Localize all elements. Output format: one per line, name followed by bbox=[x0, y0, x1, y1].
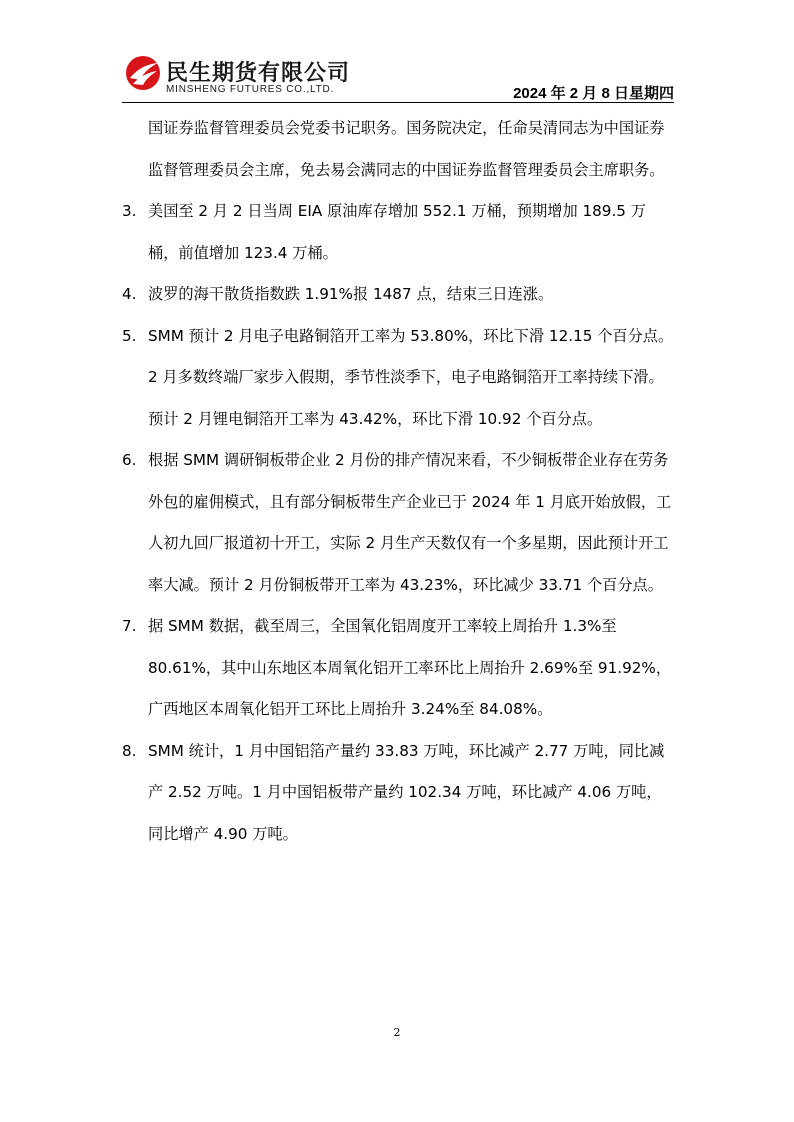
list-item bbox=[122, 440, 676, 606]
list-item bbox=[122, 191, 676, 274]
page-number: 2 bbox=[393, 1026, 401, 1039]
list-item bbox=[122, 316, 676, 441]
item-text: 美国至 2 月 2 日当周 EIA 原油库存增加 552.1 万桶，预期增加 189.5 万桶，前值增加 123.4 万桶。 bbox=[148, 202, 646, 262]
continuation-paragraph bbox=[122, 108, 676, 191]
page-header bbox=[122, 52, 674, 102]
continuation-text: 国证券监督管理委员会党委书记职务。国务院决定，任命吴清同志为中国证券监督管理委员会主席，免去易会满同志的中国证券监督管理委员会主席职务。 bbox=[148, 119, 665, 179]
header-divider bbox=[122, 102, 674, 103]
item-text: 据 SMM 数据，截至周三，全国氧化铝周度开工率较上周抬升 1.3%至 80.61%，其中山东地区本周氧化铝开工率环比上周抬升 2.69%至 91.92%，广西地区本周氧化铝开工环比上周抬升 3.24%至 84.08%。 bbox=[148, 617, 672, 718]
list-item bbox=[122, 274, 676, 316]
item-number: 8. bbox=[122, 741, 137, 760]
logo-english-name: MINSHENG FUTURES CO.,LTD. bbox=[166, 84, 335, 95]
item-text: SMM 预计 2 月电子电路铜箔开工率为 53.80%，环比下滑 12.15 个百分点。2 月多数终端厂家步入假期，季节性淡季下，电子电路铜箔开工率持续下滑。预计 2 月锂电铜箔开工率为 43.42%，环比下滑 10.92 个百分点。 bbox=[148, 326, 674, 428]
item-number: 4. bbox=[122, 285, 137, 303]
item-text: 波罗的海干散货指数跌 1.91%报 1487 点，结束三日连涨。 bbox=[148, 285, 554, 303]
company-logo bbox=[122, 52, 362, 102]
item-text: 根据 SMM 调研铜板带企业 2 月份的排产情况来看，不少铜板带企业存在劳务外包的雇佣模式，且有部分铜板带生产企业已于 2024 年 1 月底开始放假，工人初九回厂报道初十开工，实际 2 月生产天数仅有一个多星期，因此预计开工率大减。预计 2 月份铜板带开工率为 43.23%，环比减少 33.71 个百分点。 bbox=[148, 451, 672, 594]
item-number: 7. bbox=[122, 617, 137, 635]
report-date: 2024 年 2 月 8 日星期四 bbox=[513, 85, 674, 102]
item-text: SMM 统计，1 月中国铝箔产量约 33.83 万吨，环比减产 2.77 万吨，同比减产 2.52 万吨。1 月中国铝板带产量约 102.34 万吨，环比减产 4.06 万吨，同比增产 4.90 万吨。 bbox=[148, 741, 665, 843]
minsheng-logo-icon bbox=[124, 54, 162, 92]
item-number: 5. bbox=[122, 326, 137, 345]
logo-chinese-name: 民生期货有限公司 bbox=[166, 61, 351, 86]
item-number: 6. bbox=[122, 451, 137, 469]
list-item bbox=[122, 731, 676, 856]
item-number: 3. bbox=[122, 202, 137, 220]
list-item bbox=[122, 606, 676, 731]
news-list bbox=[122, 108, 676, 855]
